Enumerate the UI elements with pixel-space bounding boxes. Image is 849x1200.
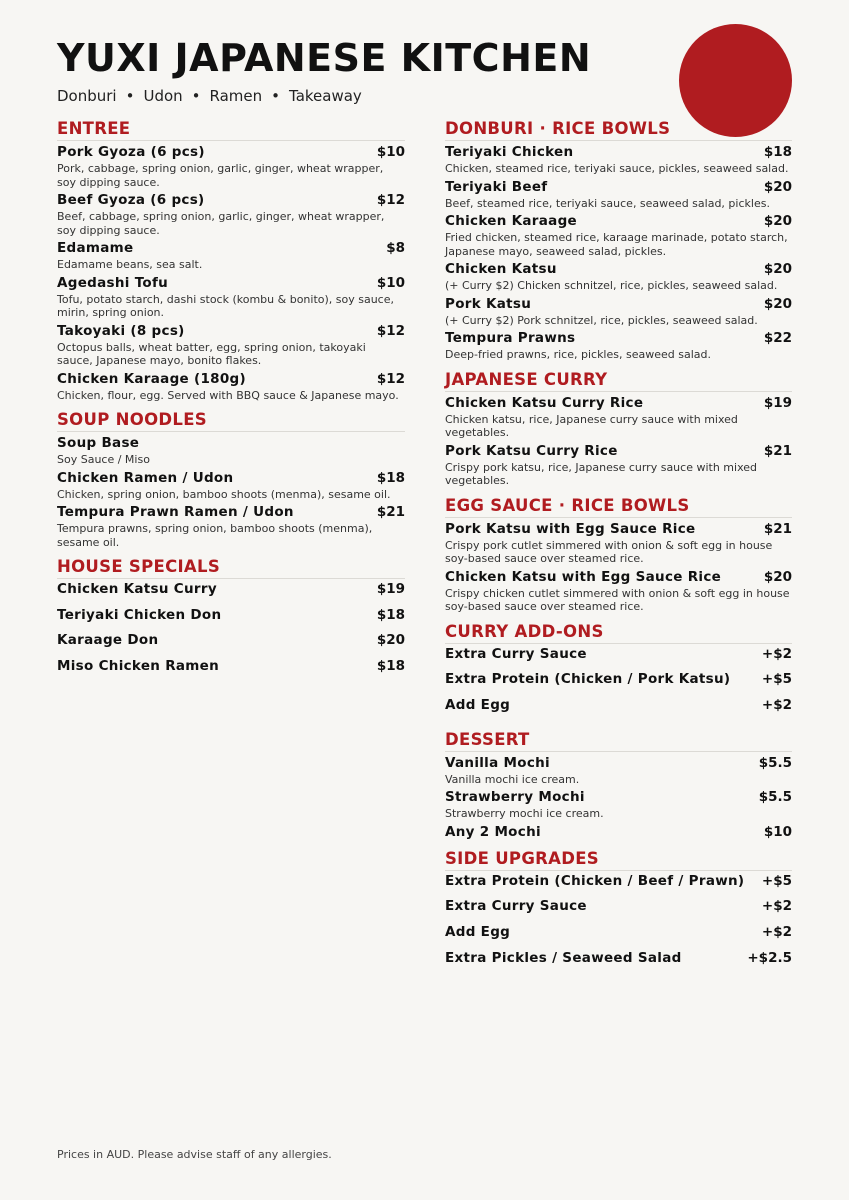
item-description: Beef, cabbage, spring onion, garlic, ginger, wheat wrapper, soy dipping sauce. bbox=[57, 210, 385, 237]
item-description: Soy Sauce / Miso bbox=[57, 453, 150, 466]
item-description: Crispy pork katsu, rice, Japanese curry sauce with mixed vegetables. bbox=[445, 460, 757, 487]
menu-item bbox=[57, 469, 405, 502]
item-name: Tempura Prawn Ramen / Udon bbox=[57, 504, 294, 520]
menu-item bbox=[445, 143, 792, 176]
item-name: Soup Base bbox=[57, 435, 140, 451]
item-name: Takoyaki (8 pcs) bbox=[57, 322, 185, 339]
item-price: +$2 bbox=[761, 898, 792, 915]
item-price: $5.5 bbox=[758, 789, 792, 806]
item-price: $18 bbox=[376, 469, 405, 486]
menu-item bbox=[57, 580, 405, 606]
item-name: Chicken Katsu Curry Rice bbox=[445, 394, 644, 411]
menu-item bbox=[445, 394, 792, 440]
item-name: Chicken Katsu bbox=[445, 261, 557, 277]
item-price: $10 bbox=[376, 144, 405, 160]
item-price: $18 bbox=[376, 606, 405, 623]
item-description: Edamame beans, sea salt. bbox=[57, 258, 203, 271]
section-donburi-rice-bowls bbox=[445, 118, 792, 362]
item-description: Tempura prawns, spring onion, bamboo shoots (menma), sesame oil. bbox=[57, 522, 373, 549]
section-title: SIDE UPGRADES bbox=[445, 848, 792, 871]
section-house-specials bbox=[57, 556, 405, 683]
menu-item bbox=[445, 949, 792, 975]
restaurant-title: YUXI JAPANESE KITCHEN bbox=[57, 36, 592, 80]
item-name: Edamame bbox=[57, 240, 134, 256]
item-price: $21 bbox=[763, 442, 792, 459]
separator-dot: • bbox=[271, 87, 281, 105]
menu-item bbox=[57, 191, 405, 237]
menu-item bbox=[445, 568, 792, 614]
item-name: Chicken Ramen / Udon bbox=[57, 469, 234, 486]
section-title: SOUP NOODLES bbox=[57, 409, 405, 432]
subtitle bbox=[57, 87, 362, 105]
item-name: Add Egg bbox=[445, 696, 511, 713]
item-name: Miso Chicken Ramen bbox=[57, 658, 220, 675]
item-price: $12 bbox=[376, 192, 405, 208]
menu-item bbox=[445, 520, 792, 566]
item-price: $12 bbox=[376, 370, 405, 387]
item-name: Add Egg bbox=[445, 923, 511, 940]
section-japanese-curry bbox=[445, 369, 792, 488]
item-name: Any 2 Mochi bbox=[445, 823, 541, 840]
menu-item bbox=[445, 442, 792, 488]
item-price: $20 bbox=[763, 261, 792, 277]
item-description: Pork, cabbage, spring onion, garlic, ginger, wheat wrapper, soy dipping sauce. bbox=[57, 162, 384, 189]
subtitle-donburi: Donburi bbox=[57, 87, 117, 105]
section-curry-add-ons bbox=[445, 621, 792, 722]
item-price: $10 bbox=[376, 274, 405, 291]
item-description: Beef, steamed rice, teriyaki sauce, seaweed salad, pickles. bbox=[445, 196, 770, 210]
menu-item bbox=[57, 503, 405, 549]
item-price: +$2.5 bbox=[747, 949, 792, 966]
item-name: Pork Katsu with Egg Sauce Rice bbox=[445, 520, 696, 537]
item-description: Deep-fried prawns, rice, pickles, seaweed salad. bbox=[445, 348, 711, 361]
item-name: Pork Katsu Curry Rice bbox=[445, 442, 618, 459]
item-price: $21 bbox=[763, 520, 792, 537]
menu-item bbox=[445, 788, 792, 821]
item-name: Chicken Karaage (180g) bbox=[57, 370, 246, 387]
menu-item bbox=[445, 897, 792, 923]
section-entree bbox=[57, 118, 405, 402]
item-description: (+ Curry $2) Chicken schnitzel, rice, pickles, seaweed salad. bbox=[445, 279, 778, 292]
menu-item bbox=[57, 434, 405, 467]
item-price: +$2 bbox=[761, 923, 792, 940]
item-name: Pork Gyoza (6 pcs) bbox=[57, 144, 205, 160]
item-name: Extra Protein (Chicken / Pork Katsu) bbox=[445, 671, 731, 688]
menu-item bbox=[57, 657, 405, 683]
item-price: $8 bbox=[386, 240, 405, 256]
item-name: Extra Protein (Chicken / Beef / Prawn) bbox=[445, 872, 745, 889]
item-price: $5.5 bbox=[758, 754, 792, 771]
item-description: Chicken, steamed rice, teriyaki sauce, pickles, seaweed salad. bbox=[445, 162, 789, 175]
item-name: Extra Curry Sauce bbox=[445, 898, 587, 915]
subtitle-takeaway: Takeaway bbox=[289, 87, 362, 105]
item-description: Chicken katsu, rice, Japanese curry sauce with mixed vegetables. bbox=[445, 412, 738, 439]
subtitle-ramen: Ramen bbox=[209, 87, 263, 105]
item-name: Strawberry Mochi bbox=[445, 789, 585, 806]
section-title: DESSERT bbox=[445, 729, 792, 752]
menu-item bbox=[445, 670, 792, 696]
separator-dot: • bbox=[125, 87, 135, 105]
item-description: Chicken, flour, egg. Served with BBQ sauce & Japanese mayo. bbox=[57, 388, 399, 402]
item-price: $19 bbox=[763, 394, 792, 411]
item-name: Extra Curry Sauce bbox=[445, 645, 587, 662]
item-price: $20 bbox=[763, 295, 792, 312]
item-price: $21 bbox=[376, 504, 405, 520]
item-name: Vanilla Mochi bbox=[445, 754, 550, 771]
item-description: (+ Curry $2) Pork schnitzel, rice, pickles, seaweed salad. bbox=[445, 313, 758, 327]
menu-item bbox=[445, 872, 792, 898]
item-price: $18 bbox=[763, 144, 792, 160]
section-side-upgrades bbox=[445, 848, 792, 975]
section-title: HOUSE SPECIALS bbox=[57, 556, 405, 579]
menu-item bbox=[57, 606, 405, 632]
left-column bbox=[57, 118, 405, 690]
item-name: Teriyaki Beef bbox=[445, 178, 548, 195]
item-price: $22 bbox=[763, 330, 792, 346]
menu-item bbox=[445, 260, 792, 293]
menu-item bbox=[445, 329, 792, 362]
section-title: ENTREE bbox=[57, 118, 405, 141]
section-title: EGG SAUCE · RICE BOWLS bbox=[445, 495, 792, 518]
right-column bbox=[445, 118, 792, 981]
menu-item bbox=[445, 823, 792, 841]
menu-item bbox=[57, 239, 405, 272]
section-title: CURRY ADD-ONS bbox=[445, 621, 792, 644]
item-name: Chicken Katsu Curry bbox=[57, 581, 217, 597]
item-price: +$5 bbox=[761, 872, 792, 889]
item-description: Vanilla mochi ice cream. bbox=[445, 772, 580, 786]
item-price: +$2 bbox=[761, 696, 792, 713]
section-soup-noodles bbox=[57, 409, 405, 549]
menu-item bbox=[445, 696, 792, 722]
item-name: Chicken Katsu with Egg Sauce Rice bbox=[445, 568, 722, 585]
item-name: Extra Pickles / Seaweed Salad bbox=[445, 949, 682, 966]
menu-item bbox=[445, 754, 792, 787]
footer-note: Prices in AUD. Please advise staff of any allergies. bbox=[57, 1148, 332, 1161]
item-name: Teriyaki Chicken bbox=[445, 144, 574, 160]
item-name: Karaage Don bbox=[57, 632, 159, 649]
item-price: +$2 bbox=[761, 645, 792, 662]
item-description: Strawberry mochi ice cream. bbox=[445, 807, 604, 821]
menu-item bbox=[445, 645, 792, 671]
item-price: +$5 bbox=[761, 671, 792, 688]
menu-item bbox=[445, 923, 792, 949]
menu-item bbox=[57, 631, 405, 657]
item-price: $10 bbox=[763, 823, 792, 840]
menu-item bbox=[445, 212, 792, 258]
menu-item bbox=[57, 143, 405, 189]
item-price: $20 bbox=[763, 213, 792, 229]
item-price: $18 bbox=[376, 658, 405, 675]
menu-item bbox=[445, 295, 792, 328]
section-title: JAPANESE CURRY bbox=[445, 369, 792, 392]
section-dessert bbox=[445, 729, 792, 841]
item-description: Crispy chicken cutlet simmered with onion & soft egg in house soy-based sauce over steamed rice. bbox=[445, 586, 790, 613]
menu-item bbox=[57, 370, 405, 403]
item-price: $12 bbox=[376, 322, 405, 339]
item-price: $20 bbox=[763, 568, 792, 585]
section-egg-sauce-rice-bowls bbox=[445, 495, 792, 614]
item-description: Tofu, potato starch, dashi stock (kombu & bonito), soy sauce, mirin, spring onion. bbox=[57, 292, 394, 319]
item-name: Pork Katsu bbox=[445, 295, 532, 312]
item-name: Chicken Karaage bbox=[445, 213, 577, 229]
item-description: Chicken, spring onion, bamboo shoots (menma), sesame oil. bbox=[57, 487, 391, 501]
menu-item bbox=[445, 178, 792, 211]
menu-item bbox=[57, 322, 405, 368]
section-title: DONBURI · RICE BOWLS bbox=[445, 118, 792, 141]
item-description: Crispy pork cutlet simmered with onion & soft egg in house soy-based sauce over steamed rice. bbox=[445, 538, 773, 565]
item-price: $20 bbox=[763, 178, 792, 195]
subtitle-udon: Udon bbox=[143, 87, 183, 105]
item-name: Teriyaki Chicken Don bbox=[57, 606, 222, 623]
item-name: Beef Gyoza (6 pcs) bbox=[57, 192, 205, 208]
menu-item bbox=[57, 274, 405, 320]
item-description: Fried chicken, steamed rice, karaage marinade, potato starch, Japanese mayo, seaweed salad, pickles. bbox=[445, 231, 788, 258]
item-price: $19 bbox=[376, 581, 405, 597]
item-name: Tempura Prawns bbox=[445, 330, 576, 346]
item-name: Agedashi Tofu bbox=[57, 274, 169, 291]
separator-dot: • bbox=[191, 87, 201, 105]
item-description: Octopus balls, wheat batter, egg, spring onion, takoyaki sauce, Japanese mayo, bonito flakes. bbox=[57, 340, 366, 367]
item-price: $20 bbox=[376, 632, 405, 649]
